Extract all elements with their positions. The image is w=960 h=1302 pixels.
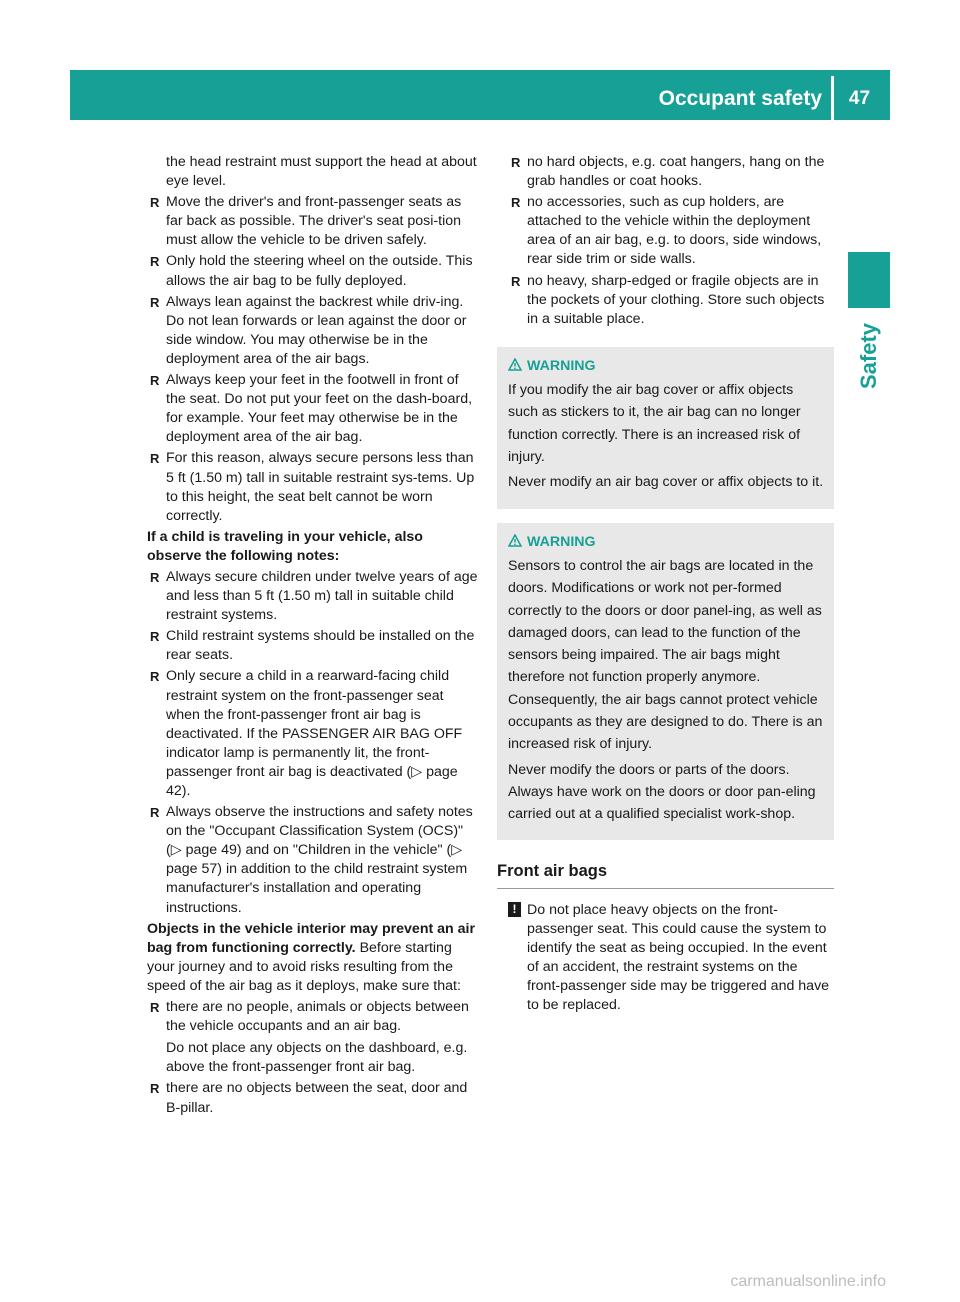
right-column [497, 153, 834, 1015]
objects-heading: Objects in the vehicle interior may prevent an air bag from functioning correctly. [147, 920, 476, 956]
bullet-icon: R [511, 155, 521, 170]
list-item: R For this reason, always secure persons less than 5 ft (1.50 m) tall in suitable restraint sys-tems. Up to this height, the seat belt cannot be worn correctly. [150, 450, 475, 524]
bullet-icon: R [150, 451, 160, 467]
bullet-icon: R [150, 629, 160, 645]
objects-paragraph: Objects in the vehicle interior may prevent an air bag from functioning correctly. Before starting your journey and to avoid risks resulting from the speed of the air bag as it deploys, make sure that: [147, 920, 476, 994]
exclamation-icon: ! [508, 902, 521, 917]
list-item: R no accessories, such as cup holders, are attached to the vehicle within the deployment area of an air bag, e.g. to doors, side windows, rear side trim or side walls. [511, 194, 822, 268]
bullet-icon: R [150, 195, 160, 211]
bullet-icon: R [150, 373, 160, 389]
left-column [147, 153, 481, 1118]
list-item: R Always keep your feet in the footwell in front of the seat. Do not put your feet on the dash-board, for example. Your feet may otherwise be in the deployment area of the air bag. [150, 372, 473, 446]
list-item: R no heavy, sharp-edged or fragile objects are in the pockets of your clothing. Store such objects in a suitable place. [511, 272, 825, 327]
warning-triangle-icon [508, 534, 522, 547]
intro-text: the head restraint must support the head at about eye level. [166, 154, 477, 190]
list-item: R no hard objects, e.g. coat hangers, hang on the grab handles or coat hooks. [511, 154, 825, 190]
list-item: R Move the driver's and front-passenger seats as far back as possible. The driver's seat posi-tion must allow the vehicle to be driven safely. [150, 194, 462, 249]
child-notes-heading: If a child is traveling in your vehicle, also observe the following notes: [147, 528, 423, 564]
bullet-icon: R [150, 254, 160, 270]
bullet-icon: R [150, 1000, 160, 1016]
list-item: R Always lean against the backrest while driv-ing. Do not lean forwards or lean against the door or side window. You may otherwise be in the deployment area of the air bags. [150, 293, 467, 367]
list-item: R there are no objects between the seat, door and B-pillar. [150, 1080, 468, 1116]
watermark: carmanualsonline.info [730, 1273, 886, 1290]
bullet-icon: R [150, 294, 160, 310]
side-chapter-label: Safety [856, 322, 881, 390]
header-divider [831, 76, 834, 120]
bullet-icon: R [150, 805, 160, 821]
warning-box [497, 347, 834, 509]
warning-text: Never modify the doors or parts of the doors. Always have work on the doors or door pan-eling carried out at a qualified specialist work-shop. [508, 761, 816, 823]
warning-title: WARNING [508, 355, 824, 377]
warning-text: Never modify an air bag cover or affix objects to it. [508, 474, 824, 491]
front-air-bags-heading: Front air bags [497, 862, 834, 888]
list-item-subtext: Do not place any objects on the dashboard, e.g. above the front-passenger front air bag. [166, 1040, 468, 1076]
side-tab-marker [848, 252, 890, 308]
warning-text: If you modify the air bag cover or affix objects such as stickers to it, the air bag can no longer function correctly. There is an increased risk of injury. [508, 382, 801, 466]
section-title: Occupant safety [658, 87, 822, 110]
warning-title: WARNING [508, 531, 824, 553]
list-item: R Always observe the instructions and safety notes on the "Occupant Classification System (OCS)" (▷ page 49) and on "Children in the vehicle" (▷ page 57) in addition to the child restraint system manufacturer's installation and operating instructions. [150, 804, 473, 916]
bullet-icon: R [150, 569, 160, 585]
list-item: R Child restraint systems should be installed on the rear seats. [150, 628, 475, 664]
warning-box [497, 523, 834, 841]
warning-triangle-icon [508, 358, 522, 371]
page-number: 47 [848, 88, 871, 109]
list-item: R there are no people, animals or objects between the vehicle occupants and an air bag. Do not place any objects on the dashboard, e.g. above the front-passenger front air bag. [147, 998, 481, 1077]
bullet-icon: R [150, 669, 160, 685]
list-item: R Only hold the steering wheel on the outside. This allows the air bag to be fully deployed. [150, 253, 473, 289]
note-item: ! Do not place heavy objects on the front-passenger seat. This could cause the system to identify the seat as being occupied. In the event of an accident, the restraint systems on the front-passenger side may be triggered and have to be replaced. [508, 901, 834, 1016]
bullet-icon: R [511, 273, 521, 289]
list-item: R Always secure children under twelve years of age and less than 5 ft (1.50 m) tall in suitable child restraint systems. [150, 568, 478, 624]
warning-text: Sensors to control the air bags are located in the doors. Modifications or work not per-formed correctly to the doors or door panel-ing, as well as damaged doors, can lead to the function of the sensors being impaired. The air bags might therefore not function properly anymore. Consequently, the air bags cannot protect vehicle occupants as they are designed to do. There is an increased risk of injury. [508, 557, 823, 753]
list-item: R Only secure a child in a rearward-facing child restraint system on the front-passenger seat when the front-passenger front air bag is deactivated. If the PASSENGER AIR BAG OFF indicator lamp is permanently lit, the front-passenger front air bag is deactivated (▷ page 42). [150, 668, 463, 799]
bullet-icon: R [511, 195, 521, 211]
bullet-icon: R [150, 1081, 160, 1097]
